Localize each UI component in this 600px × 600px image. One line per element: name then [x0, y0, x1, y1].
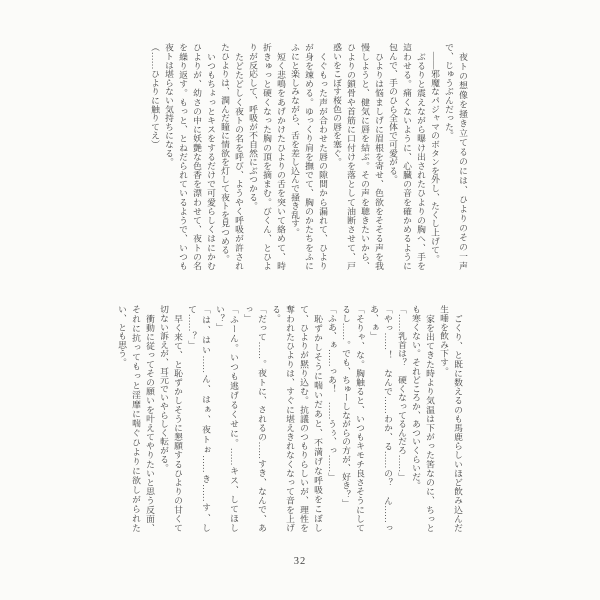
paragraph: 早く来て、と恥ずかしそうに懇願するひよりの甘くて切ない訴えが、耳元でいやらしく転がる。: [159, 305, 183, 532]
page-number: 32: [293, 556, 307, 567]
paragraph: 家を出てきた時より気温は下がった筈なのに、ちっとも寒くない。それどころか、あついくらいだ。: [411, 305, 435, 532]
paragraph: 衝動に従ってその願いを叶えてやりたいと思う反面、それに抗ってもっと淫靡に喘ぐひよりに欲しがられたい、とも思う。: [117, 305, 155, 532]
paragraph: 「だって……。夜トに、されるの……すき、なんで、あっ」: [243, 305, 267, 532]
paragraph: 「は、はい……ん、はぁ、夜トぉ……き……す、して……？」: [187, 305, 211, 532]
paragraph: 恥ずかしそうに喘いだあと、不満げな呼吸をこぼして、ひよりが黙り込む。抗議のつもりらしいが、理性を奪われたひよりは、すぐに堪えきれなくなって音を上げる。: [271, 305, 323, 532]
paragraph: 「ふあ、ぁ……っあ！ ……うぅ、っ……」: [327, 305, 337, 481]
upper-text-block: [148, 43, 470, 270]
paragraph: 「……乳首は？ 硬くなってるんだろ……」: [397, 305, 407, 481]
paragraph: 「そりゃ、な。胸触ると、いつもキモチ良さそうにしてるし……。でも、ちゅーしながらの方が、好き？」: [341, 305, 365, 532]
paragraph: （……ひよりに触りてえ）: [150, 43, 160, 149]
paragraph: くぐもった声が合わせた唇の隙間から漏れて、ひよりが身を竦める。ゆっくり肩を撫でて、胸のかたちをふにふにと楽しみながら、舌を差し込んで掻き乱す。: [290, 43, 328, 270]
lower-text-block: [115, 305, 465, 532]
paragraph: ひよりは悩ましげに眉根を寄せ、色欲をそそる声を我慢しようと、健気に唇を結ぶ。その声を聴きたいから、ひよりの鎖骨や首筋に口付けを落として油断させて、戸惑いをこぼす桜色の唇を塞ぐ。: [332, 43, 384, 270]
paragraph: ——邪魔なパジャマのボタンを外し、たくし上げて。: [430, 43, 440, 263]
paragraph: 夜トの想像を掻き立てるのには、ひよりのその一声で、じゅうぶんだった。: [444, 43, 468, 270]
paragraph: ぶるりと震えながら曝け出されたひよりの胸へ、手を這わせる。痛くないように、心臓の音を確かめるように包んで、手のひら全体で可愛がる。: [388, 43, 426, 270]
paragraph: 「やっ……！ なんで……わか、る……の？ ん……っあ、ぁ」: [369, 305, 393, 532]
paragraph: たどたどしく夜トの名を呼び、ようやく呼吸が許されたひよりは、潤んだ瞳に情欲を灯して夜トを見つめる。: [220, 43, 244, 270]
paragraph: 「ふーん。いつも逃げるくせに。……キス、してほしい？」: [215, 305, 239, 532]
paragraph: いつもちょっとキスをするだけで可愛らしくはにかむひよりが、幼さの中に妖艶な色香を漂わせて、夜トの名を繰り返す。もっと、とねだられているようで、いつも夜トは堪らない気持ちになる。: [164, 43, 216, 270]
paragraph: 短く悲鳴をあげかけたひよりの舌を突いて絡めて、時折きゅっと硬くなった胸の頂を摘まむ。びくん、とひよりが反応して、呼吸が不自然にぶつかる。: [248, 43, 286, 270]
paragraph: ごくり、と既に数えるのも馬鹿らしいほど飲み込んだ生唾を飲み下す。: [439, 305, 463, 532]
